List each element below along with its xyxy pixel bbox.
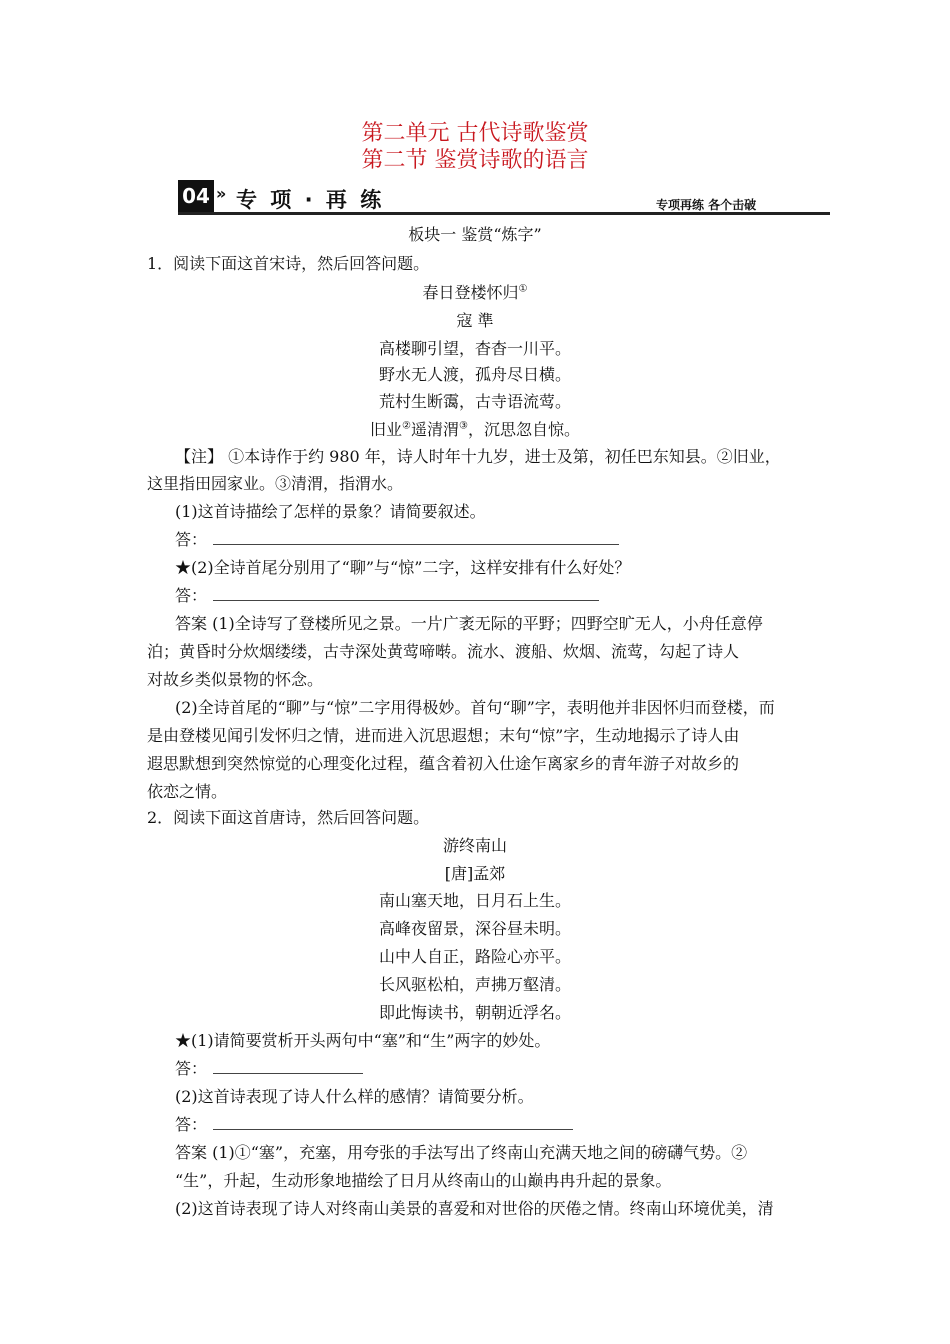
question-2-sub-1: ★(1)请简要赏析开头两句中“塞”和“生”两字的妙处。 (175, 1031, 551, 1050)
banner-right-text: 专项再练 各个击破 (656, 198, 757, 212)
answer-line: 答： (175, 530, 619, 550)
question-2-sub-2: (2)这首诗表现了诗人什么样的感情？请简要分析。 (175, 1087, 534, 1106)
banner-label: 专 项 · 再 练 (236, 188, 385, 212)
section-number-badge: 04 (178, 180, 214, 212)
poem-1-line: 野水无人渡，孤舟尽日横。 (378, 365, 571, 384)
answer-text: 依恋之情。 (147, 782, 228, 801)
answer-line: 答： (175, 1115, 573, 1135)
answer-line: 答： (175, 1059, 363, 1079)
poem-2-line: 即此悔读书，朝朝近浮名。 (378, 1003, 571, 1022)
poem-2-line: 南山塞天地，日月石上生。 (378, 891, 571, 910)
poem-1-note: 【注】 ①本诗作于约 980 年，诗人时年十九岁，进士及第，初任巴东知县。②旧业， (175, 447, 781, 466)
answer-text: 对故乡类似景物的怀念。 (147, 670, 324, 689)
answer-blank[interactable] (213, 1059, 363, 1074)
poem-1-line: 高楼聊引望，杳杳一川平。 (378, 339, 571, 358)
question-1-prompt: 1．阅读下面这首宋诗，然后回答问题。 (147, 254, 430, 273)
answer-text: 泊；黄昏时分炊烟缕缕，古寺深处黄莺啼啭。流水、渡船、炊烟、流莺，勾起了诗人 (147, 642, 740, 661)
answer-text: (2)全诗首尾的“聊”与“惊”二字用得极妙。首句“聊”字，表明他并非因怀归而登楼，而 (175, 698, 775, 717)
poem-1-note: 这里指田园家业。③清渭，指渭水。 (147, 474, 404, 493)
answer-text: 答案 (1)①“塞”，充塞，用夸张的手法写出了终南山充满天地之间的磅礴气势。② (175, 1143, 748, 1162)
poem-1-author: 寇 準 (456, 311, 494, 330)
chevron-icon: » (216, 184, 227, 203)
poem-2-line: 长风驱松柏，声拂万壑清。 (378, 975, 571, 994)
poem-1-line: 旧业②遥清渭③，沉思忽自惊。 (370, 420, 580, 439)
page-title: 第二单元 古代诗歌鉴赏 (361, 121, 589, 146)
answer-text: 遐思默想到突然惊觉的心理变化过程，蕴含着初入仕途乍离家乡的青年游子对故乡的 (147, 754, 740, 773)
page-subtitle: 第二节 鉴赏诗歌的语言 (361, 148, 589, 173)
answer-line: 答： (175, 586, 599, 606)
footnote-mark: ② (402, 420, 411, 432)
answer-text: (2)这首诗表现了诗人对终南山美景的喜爱和对世俗的厌倦之情。终南山环境优美，清 (175, 1199, 774, 1218)
banner-divider (178, 212, 830, 215)
answer-text: 是由登楼见闻引发怀归之情，进而进入沉思遐想；末句“惊”字，生动地揭示了诗人由 (147, 726, 740, 745)
poem-2-author: [唐]孟郊 (444, 864, 506, 883)
question-1-sub-2: ★(2)全诗首尾分别用了“聊”与“惊”二字，这样安排有什么好处？ (175, 558, 631, 577)
answer-blank[interactable] (213, 530, 619, 545)
poem-2-line: 高峰夜留景，深谷昼未明。 (378, 919, 571, 938)
answer-blank[interactable] (213, 1115, 573, 1130)
answer-text: “生”，升起，生动形象地描绘了日月从终南山的山巅冉冉升起的景象。 (175, 1171, 672, 1190)
answer-text: 答案 (1)全诗写了登楼所见之景。一片广袤无际的平野；四野空旷无人，小舟任意停 (175, 614, 763, 633)
section-heading: 板块一 鉴赏“炼字” (408, 225, 542, 244)
footnote-mark: ③ (459, 420, 468, 432)
answer-blank[interactable] (213, 586, 599, 601)
poem-1-line: 荒村生断霭，古寺语流莺。 (378, 392, 571, 411)
question-1-sub-1: (1)这首诗描绘了怎样的景象？请简要叙述。 (175, 502, 486, 521)
poem-2-title: 游终南山 (442, 836, 507, 855)
question-2-prompt: 2．阅读下面这首唐诗，然后回答问题。 (147, 808, 430, 827)
poem-1-title: 春日登楼怀归① (422, 283, 528, 302)
poem-2-line: 山中人自正，路险心亦平。 (378, 947, 571, 966)
footnote-mark: ① (518, 283, 528, 295)
